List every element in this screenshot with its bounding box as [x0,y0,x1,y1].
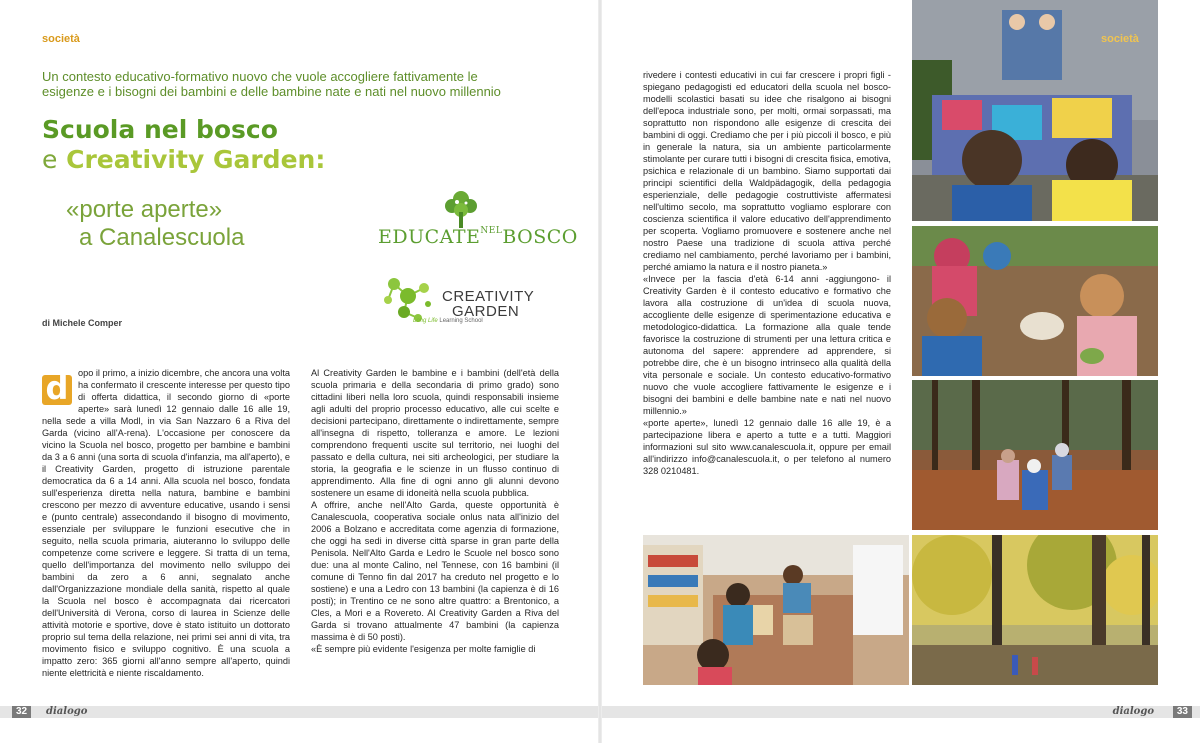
creativity-name-line-1: CREATIVITY [442,288,535,305]
column-3-paragraph-2: «Invece per la fascia d'età 6-14 anni -aggiungono- il Creativity Garden è il contesto educativo e formativo che lavora alla costruzione di un'idea di scuola nuova, accogliente delle esigenze di sperimentazione educativa e metodologico-didattica. La formazione alla quale tende favorisce la costruzione di strumenti per una lettura critica e autonoma del sapere: apprendere ad apprendere, si potrebbe dire, che è un bisogno intrinseco alla qualità della vita personale e sociale. Un contesto educativo-formativo nuovo che vuole accogliere fattivamente le esigenze e i bisogni dei bambini e delle bambine nate e nati nel nuovo millennio.» [643,274,891,416]
creativity-garden-logo [380,270,540,330]
title-line-2-main: Creativity Garden: [66,145,326,174]
subtitle-line-1: «porte aperte» [66,196,223,223]
body-column-3 [643,69,891,477]
article-subtitle [66,196,244,252]
photo-tall-trees-forest [912,535,1158,685]
page-gutter [598,0,602,743]
photo-children-forest-floor [912,226,1158,376]
article-intro: Un contesto educativo-formativo nuovo che vuole accogliere fattivamente le esigenze e i bisogni dei bambini e delle bambine nate e nati nel nuovo millennio [42,69,501,99]
column-2-paragraph-3: «È sempre più evidente l'esigenza per molte famiglie di [311,644,536,654]
educate-wordmark [378,226,578,248]
body-column-2 [311,367,559,655]
column-3-paragraph-1: rivedere i contesti educativi in cui far crescere i propri figli -spiegano pedagogisti ed educatori della scuola nel bosco- modelli scolastici basati su idee che risalgono ai bisogni dell'epoca industriale sono, per molti, ormai sorpassati, ma soprattutto non rispondono alle esigenze di crescita dei bambini di oggi. Crediamo che per i più piccoli il bosco, e più in generale la natura, sia un ambiente particolarmente stimolante per curare tutti i bisogni di crescita fisica, emotiva, psichica e relazionale di un bambino. Siamo supportati dai principi scientifici della Waldpädagogik, della pedagogia esperienziale, delle pedagogie costruttiviste affermatesi nell'ultimo secolo, ma soprattutto vogliamo esplorare con coscienza scientifica il valore educativo dell'apprendimento per scoperta. Vogliamo promuovere e sostenere anche nel nostro Paese una tradizione di scuola attiva perché crediamo nel cambiamento, perché lavoriamo per i bambini, perché amiamo la natura e il nostro pianeta.» [643,70,891,272]
section-tag-left: società [42,33,80,45]
footer-right [602,706,1200,718]
educate-nel-bosco-logo [378,190,578,252]
creativity-name-line-2: GARDEN [452,303,520,320]
title-line-1: Scuola nel bosco [42,115,278,144]
creativity-tagline [413,318,483,324]
photo-classroom-indoor [643,535,909,685]
photo-children-autumn-forest [912,380,1158,530]
title-line-2-prefix: e [42,145,58,174]
body-column-1 [42,367,290,679]
page-number-left: 32 [12,706,31,718]
tagline-italic: Long Life [413,318,438,324]
footer-left [0,706,598,718]
column-2-paragraph-2: A offrire, anche nell'Alto Garda, queste opportunità è Canalescuola, cooperativa sociale onlus nata all'inizio del 2006 a Bolzano e accreditata come agenzia di formazione, che oggi ha sedi in diverse città sparse in gran parte della Penisola. Nell'Alto Garda e Ledro le Scuole nel bosco sono due: una al monte Calino, nel Tennese, con 16 bambini (il comune di Tenno fin dal 2017 ha creduto nel progetto e lo sostiene) e una a Ledro con 13 bambini (la capienza è di 16 posti); in Trentino ce ne sono altre quattro: a Brentonico, a Cles, a Mori e a Rovereto. Al Creativity Garden a Riva del Garda si trovano attualmente 47 bambini (la capienza massima è di 50 posti). [311,500,559,642]
article-title [42,115,325,175]
tagline-rest: Learning School [437,318,483,324]
page-number-right: 33 [1173,706,1192,718]
subtitle-line-2: a Canalescuola [79,224,245,251]
creativity-garden-name [442,289,534,319]
tree-icon [443,190,479,230]
author-byline: di Michele Comper [42,318,123,328]
title-line-2 [42,145,325,175]
educate-part-3: BOSCO [502,226,578,248]
educate-part-1: EDUCATE [378,226,481,248]
column-2-paragraph-1: Al Creativity Garden le bambine e i bambini (dell'età della scuola primaria e della secondaria di primo grado) sono cittadini liberi nella loro scuola, quindi responsabili insieme agli adulti del proprio processo educativo, alle cui scelte e decisioni partecipano, direttamente o indirettamente, sempre all'insegna di rispetto, tolleranza e amore. Le lezioni comprendono frequenti uscite sul territorio, nei luoghi del passato e della cultura, nei siti archeologici, per studiare la storia, la geografia e le scienze in un flusso continuo di apprendimento. Alla fine di ogni anno gli alunni devono sostenere un esame di idoneità nella scuola pubblica. [311,368,559,498]
column-3-paragraph-3: «porte aperte», lunedì 12 gennaio dalle 16 alle 19, è a partecipazione libera e aperto a tutte e a tutti. Maggiori informazioni sul sito www.canalescuola.it, oppure per email all'indirizzo info@canalescuola.it, o per telefono al numero 328 0210481. [643,418,891,476]
magazine-brand-right: dialogo [1112,706,1154,717]
educate-part-2: NEL [480,226,503,236]
drop-cap: d [42,375,72,405]
section-tag-right: società [1101,33,1139,45]
column-1-paragraph: opo il primo, a inizio dicembre, che ancora una volta ha confermato il crescente interesse per questo tipo di offerta didattica, il secondo giorno di «porte aperte» sarà lunedì 12 gennaio dalle 16 alle 19, nella sede a villa Modl, in via San Nazzaro 6 a Riva del Garda (vicino all'A-rena). L'occasione per conoscere da vicino la Scuola nel bosco, progetto per bambine e bambini da 3 a 6 anni (una sorta di scuola d'infanzia, ma all'aperto), e il Creativity Garden, progetto di istruzione parentale democratica da 6 a 14 anni. Alla scuola nel bosco, fondata sull'esperienza diretta nella natura, bambine e bambini crescono per mezzo di avventure educative, usando i sensi e (punto centrale) assecondando il bisogno di movimento, essenziale per sviluppare le funzioni esecutive che in seguito, nella scuola primaria, aiuteranno lo sviluppo delle competenze come scrivere e leggere. Si tratta di un tema, quello dell'importanza del movimento nello sviluppo dei bambini da zero a 6 anni, segnalato anche dall'Organizzazione mondiale della sanità, rispetto al quale la Scuola nel bosco è accompagnata dai ricercatori dell'Università di Verona, corso di laurea in Scienze delle attività motorie e sportive, dove è stato istituito un dottorato proprio sul tema della relazione, nei primi sei anni di vita, tra movimento fisico e sviluppo cognitivo. È una scuola a impatto zero: 365 giorni all'anno sempre all'aperto, quindi niente elettricità e niente riscaldamento. [42,368,290,678]
magazine-brand-left: dialogo [46,706,88,717]
